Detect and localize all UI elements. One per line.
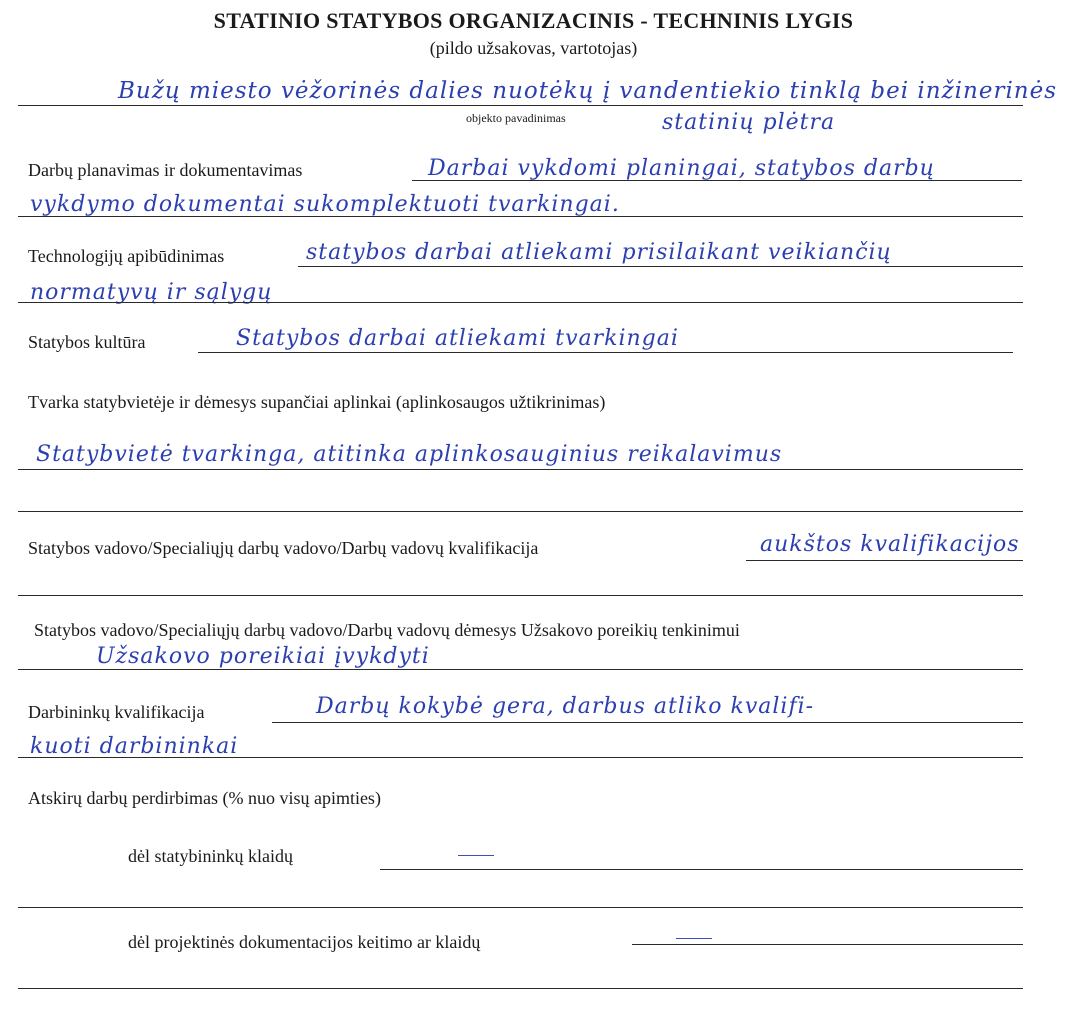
planning-line-2: [18, 216, 1023, 217]
workers-line-1: [272, 722, 1023, 723]
object-name-caption: objekto pavadinimas: [466, 111, 566, 125]
form-bottom-line: [18, 988, 1023, 989]
qualification-value-line1: aukštos kvalifikacijos: [760, 532, 1020, 557]
rework-label: Atskirų darbų perdirbimas (% nuo visų apimties): [28, 788, 381, 808]
rework-project-label: dėl projektinės dokumentacijos keitimo ar klaidų: [128, 932, 481, 952]
rework-line-extra: [18, 907, 1023, 908]
technology-value-line2: normatyvų ir sąlygų: [30, 280, 273, 305]
rework-builders-line: [380, 869, 1023, 870]
order-line-2: [18, 511, 1023, 512]
culture-label: Statybos kultūra: [28, 332, 146, 352]
technology-line-2: [18, 302, 1023, 303]
rework-project-dash: [676, 938, 712, 939]
order-label: Tvarka statybvietėje ir dėmesys supančiai aplinkai (aplinkosaugos užtikrinimas): [28, 392, 606, 412]
rework-builders-dash: [458, 855, 494, 856]
attention-line: [18, 669, 1023, 670]
planning-value-line1: Darbai vykdomi planingai, statybos darbų: [428, 156, 935, 181]
object-name-value-line1: Bužų miesto vėžorinės dalies nuotėkų į vandentiekio tinklą bei inžinerinės: [118, 78, 1058, 104]
attention-label: Statybos vadovo/Specialiųjų darbų vadovo/Darbų vadovų dėmesys Užsakovo poreikių tenkinimui: [34, 620, 740, 640]
culture-value-line1: Statybos darbai atliekami tvarkingai: [236, 326, 679, 351]
rework-builders-label: dėl statybininkų klaidų: [128, 846, 293, 866]
object-name-line: [18, 105, 1023, 106]
workers-line-2: [18, 757, 1023, 758]
culture-line: [198, 352, 1013, 353]
rework-project-line: [632, 944, 1023, 945]
planning-value-line2: vykdymo dokumentai sukomplektuoti tvarkingai.: [30, 192, 620, 217]
order-line-1: [18, 469, 1023, 470]
technology-label: Technologijų apibūdinimas: [28, 246, 225, 266]
qualification-line-1: [746, 560, 1023, 561]
technology-line-1: [298, 266, 1023, 267]
workers-value-line1: Darbų kokybė gera, darbus atliko kvalifi-: [316, 694, 815, 719]
technology-value-line1: statybos darbai atliekami prisilaikant veikiančių: [306, 240, 892, 265]
qualification-label: Statybos vadovo/Specialiųjų darbų vadovo/Darbų vadovų kvalifikacija: [28, 538, 539, 558]
order-value-line1: Statybvietė tvarkinga, atitinka aplinkosauginius reikalavimus: [36, 442, 783, 467]
form-title: STATINIO STATYBOS ORGANIZACINIS - TECHNINIS LYGIS: [213, 8, 854, 33]
object-name-value-line2: statinių plėtra: [662, 110, 836, 135]
workers-value-line2: kuoti darbininkai: [30, 734, 239, 759]
form-subtitle: (pildo užsakovas, vartotojas): [429, 38, 638, 58]
workers-label: Darbininkų kvalifikacija: [28, 702, 205, 722]
qualification-line-2: [18, 595, 1023, 596]
attention-value-line1: Užsakovo poreikiai įvykdyti: [96, 644, 430, 669]
planning-label: Darbų planavimas ir dokumentavimas: [28, 160, 303, 180]
